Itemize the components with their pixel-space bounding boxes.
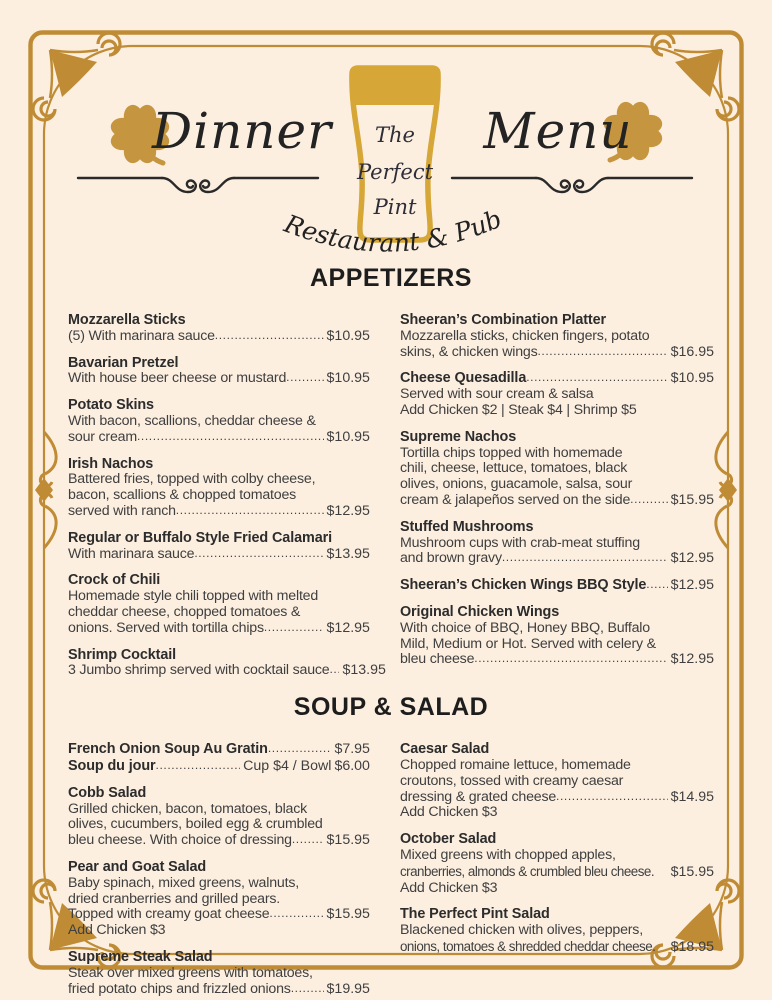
- menu-item-name-row: [400, 520, 714, 536]
- menu-item: [68, 356, 370, 388]
- menu-item-desc: chili, cheese, lettuce, tomatoes, black: [399, 460, 628, 477]
- menu-item-desc-row: [68, 621, 370, 637]
- menu-item: [68, 398, 370, 445]
- menu-item-desc-row: [68, 662, 386, 679]
- menu-item-price: $15.95: [326, 832, 370, 849]
- menu-item: [68, 457, 370, 520]
- menu-item-name-row: [400, 313, 714, 329]
- menu-item-price: $6.00: [334, 757, 370, 774]
- menu-item-name: Sheeran’s Combination Platter: [399, 312, 607, 328]
- menu-item-desc-row: [400, 758, 714, 774]
- menu-item-name-row: [400, 832, 714, 848]
- dotted-leader: [329, 662, 339, 678]
- dotted-leader: [156, 758, 241, 774]
- menu-item-name: The Perfect Pint Salad: [399, 906, 550, 923]
- menu-item-desc-row: [400, 403, 714, 419]
- menu-item-desc: skins, & chicken wings: [399, 343, 538, 360]
- menu-item-desc: Tortilla chips topped with homemade: [399, 444, 623, 461]
- menu-item-name-row: [68, 950, 370, 966]
- menu-item-desc: Grilled chicken, bacon, tomatoes, black: [68, 800, 308, 817]
- menu-item-desc: Mixed greens with chopped apples,: [399, 846, 616, 863]
- menu-item-price: $15.95: [326, 906, 370, 923]
- menu-item: [400, 313, 714, 360]
- menu-item-name: Bavarian Pretzel: [68, 354, 179, 371]
- scroll-divider-icon: [78, 178, 318, 192]
- menu-item-name: Shrimp Cocktail: [68, 646, 177, 663]
- menu-item-desc-row: [400, 536, 714, 552]
- menu-item: [400, 430, 714, 509]
- menu-item-name: Cheese Quesadilla: [399, 370, 527, 387]
- dotted-leader: [474, 651, 667, 667]
- menu-item-name: Stuffed Mushrooms: [399, 518, 534, 535]
- menu-item-desc-row: [400, 551, 714, 567]
- menu-item-desc: 3 Jumbo shrimp served with cocktail sauce: [68, 662, 330, 679]
- dotted-leader: [137, 429, 324, 445]
- menu-item-desc-row: [400, 805, 714, 821]
- menu-item-price: $10.95: [326, 370, 370, 387]
- menu-item-name: October Salad: [399, 831, 497, 848]
- menu-item-desc-row: [400, 939, 714, 956]
- menu-item-desc-row: [400, 387, 714, 403]
- scroll-divider-icon: [452, 178, 692, 192]
- menu-item-price: $12.95: [670, 651, 714, 668]
- menu-item-desc: croutons, tossed with creamy caesar: [399, 772, 624, 789]
- menu-item-desc: cranberries, almonds & crumbled bleu cheese.: [399, 863, 655, 879]
- dotted-leader: [264, 620, 324, 636]
- menu-item: [68, 860, 370, 939]
- menu-item-name: Mozzarella Sticks: [68, 312, 186, 328]
- dotted-leader: [176, 503, 324, 519]
- menu-item-desc: bleu cheese: [399, 651, 475, 668]
- menu-item-desc-row: [68, 802, 370, 818]
- menu-item-desc: Topped with creamy goat cheese: [68, 906, 270, 923]
- menu-item-desc: Add Chicken $3: [399, 879, 498, 896]
- menu-item-desc-row: [68, 982, 370, 998]
- menu-item-name-row: [68, 860, 370, 876]
- menu-item-price: $18.95: [670, 938, 714, 955]
- section-heading: APPETIZERS: [310, 264, 472, 292]
- menu-item-desc: dried cranberries and grilled pears.: [68, 890, 281, 907]
- menu-item-desc-row: [68, 547, 370, 563]
- edge-ornament-right: [716, 432, 737, 548]
- menu-item-name-row: [400, 605, 714, 621]
- section-soup-salad: [68, 693, 714, 997]
- menu-item: [400, 520, 714, 567]
- menu-item-name: Sheeran’s Chicken Wings BBQ Style: [399, 577, 647, 594]
- menu-item-name-row: [68, 786, 370, 802]
- menu-item: [400, 832, 714, 896]
- menu-item-desc: Steak over mixed greens with tomatoes,: [68, 964, 313, 981]
- menu-item-name: Supreme Nachos: [399, 428, 517, 445]
- menu-item-name-row: [400, 371, 714, 387]
- menu-item: [68, 950, 370, 997]
- menu-item-name: Regular or Buffalo Style Fried Calamari: [68, 529, 332, 546]
- menu-item-price: $12.95: [326, 502, 370, 519]
- menu-item-desc: bleu cheese. With choice of dressing: [68, 832, 292, 849]
- menu-item-desc-row: [68, 966, 370, 982]
- section-appetizers: [68, 264, 714, 679]
- menu-item-name: Pear and Goat Salad: [68, 858, 207, 875]
- menu-item-desc-row: [400, 446, 714, 462]
- menu-item-desc-row: [400, 461, 714, 477]
- corner-ornament-top-right: [652, 33, 739, 120]
- menu-item: [68, 759, 370, 775]
- dotted-leader: [537, 344, 667, 360]
- menu-item-desc: With marinara sauce: [68, 545, 195, 562]
- menu-item-desc: With house beer cheese or mustard: [68, 370, 287, 387]
- menu-item: [400, 907, 714, 955]
- menu-column: [400, 302, 714, 679]
- logo-line3: Pint: [373, 195, 417, 219]
- menu-item-desc: Mozzarella sticks, chicken fingers, potato: [399, 327, 650, 344]
- menu-item-price: $12.95: [326, 619, 370, 636]
- menu-item-desc: Mushroom cups with crab-meat stuffing: [399, 534, 640, 551]
- menu-item-name: Original Chicken Wings: [399, 603, 560, 620]
- menu-item-price: $14.95: [670, 788, 714, 805]
- dotted-leader: [630, 492, 667, 508]
- dotted-leader: [502, 550, 668, 566]
- menu-item-desc-row: [68, 371, 370, 387]
- menu-item-desc: (5) With marinara sauce: [68, 327, 215, 344]
- menu-item: [400, 578, 714, 594]
- dotted-leader: [292, 832, 324, 848]
- menu-item-desc-row: [68, 876, 370, 892]
- menu-item: [400, 742, 714, 821]
- menu-item-desc-row: [400, 345, 714, 361]
- menu-item: [68, 742, 370, 758]
- menu-item-price: $12.95: [670, 550, 714, 567]
- menu-item-price: $19.95: [326, 980, 370, 997]
- menu-item-desc-row: [400, 881, 714, 897]
- menu-item: [400, 371, 714, 418]
- menu-item-name-row: [68, 573, 370, 589]
- menu-item-name-row: [68, 457, 370, 473]
- menu-item-desc: Chopped romaine lettuce, homemade: [399, 756, 631, 773]
- dotted-leader: [556, 789, 668, 805]
- menu-item-name-row: [400, 742, 714, 758]
- menu-item-name: Crock of Chili: [68, 572, 161, 589]
- menu-item-desc: Baby spinach, mixed greens, walnuts,: [68, 874, 299, 891]
- menu-item-desc-row: [400, 923, 714, 939]
- menu-item-name-row: [68, 398, 370, 414]
- menu-item-price: $10.95: [326, 428, 370, 445]
- menu-item-name-row: [68, 742, 370, 758]
- menu-item-desc: Served with sour cream & salsa: [399, 386, 594, 403]
- menu-item-name-row: [400, 907, 714, 923]
- menu-item-desc-row: [400, 864, 714, 881]
- menu-item-price: $12.95: [670, 577, 714, 594]
- dotted-leader: [269, 906, 323, 922]
- menu-item-desc: cheddar cheese, chopped tomatoes &: [68, 603, 301, 620]
- menu-item-desc: olives, cucumbers, boiled egg & crumbled: [68, 816, 323, 833]
- menu-item-name: French Onion Soup Au Gratin: [68, 741, 268, 758]
- menu-item-desc-row: [68, 488, 370, 504]
- menu-item-desc: onions. Served with tortilla chips: [68, 619, 264, 636]
- menu-item-desc-row: [68, 414, 370, 430]
- menu-item-desc-row: [400, 477, 714, 493]
- menu-item-name-row: [68, 356, 370, 372]
- appetizers-grid: [68, 302, 714, 679]
- menu-item-name-row: [68, 648, 370, 664]
- menu-item-desc: Add Chicken $2 | Steak $4 | Shrimp $5: [399, 401, 637, 418]
- menu-item-desc: onions, tomatoes & shredded cheddar cheese.: [399, 938, 656, 954]
- dotted-leader: [526, 370, 667, 386]
- dotted-leader: [268, 741, 332, 757]
- menu-item-desc-row: [68, 892, 370, 908]
- menu-item-desc: served with ranch: [68, 502, 176, 519]
- menu-item-desc: Add Chicken $3: [68, 922, 166, 939]
- dotted-leader: [646, 577, 667, 593]
- menu-item-desc: Mild, Medium or Hot. Served with celery &: [399, 635, 656, 652]
- menu-item-name: Cobb Salad: [68, 784, 147, 801]
- menu-body: [68, 250, 714, 997]
- menu-item-price: $13.95: [326, 545, 370, 562]
- menu-item-desc: Blackened chicken with olives, peppers,: [399, 922, 643, 939]
- menu-item: [68, 313, 370, 345]
- edge-ornament-left: [35, 432, 56, 548]
- menu-item-desc-row: [68, 605, 370, 621]
- menu-item-desc-row: [400, 329, 714, 345]
- menu-item-desc-row: [68, 907, 370, 923]
- menu-item-desc: With choice of BBQ, Honey BBQ, Buffalo: [399, 619, 650, 636]
- menu-item-desc-row: [400, 621, 714, 637]
- menu-column: [68, 302, 386, 679]
- menu-item-name-row: [68, 313, 370, 329]
- menu-item-name-row: [68, 531, 370, 547]
- menu-item-price: $16.95: [670, 343, 714, 360]
- menu-column: [400, 731, 714, 997]
- menu-item: [68, 531, 370, 563]
- menu-item-desc-row: [400, 493, 714, 509]
- menu-title-right: Menu: [483, 102, 633, 160]
- menu-item-desc-row: [68, 472, 370, 488]
- menu-item: [68, 646, 386, 680]
- dotted-leader: [286, 370, 323, 386]
- menu-item-desc-row: [400, 774, 714, 790]
- menu-item-desc: cream & jalapeños served on the side: [399, 491, 631, 508]
- menu-column: [68, 731, 370, 997]
- pint-glass-logo: [268, 68, 518, 258]
- menu-item-desc: olives, onions, guacamole, salsa, sour: [399, 476, 633, 493]
- menu-item-desc-row: [68, 817, 370, 833]
- menu-item-desc: bacon, scallions & chopped tomatoes: [68, 487, 297, 504]
- menu-item-desc: Add Chicken $3: [399, 804, 498, 821]
- section-heading: SOUP & SALAD: [293, 693, 489, 722]
- menu-title-left: Dinner: [152, 102, 332, 160]
- menu-item-price: $13.95: [342, 662, 386, 679]
- menu-item-name: Caesar Salad: [399, 741, 490, 758]
- logo-subtitle: Restaurant & Pub: [280, 203, 506, 258]
- menu-item: [400, 605, 714, 668]
- menu-item: [68, 786, 370, 849]
- menu-item-price: $7.95: [334, 741, 370, 758]
- menu-item-price: $10.95: [326, 327, 370, 344]
- menu-item-desc: and brown gravy: [399, 550, 502, 567]
- menu-item-desc-row: [400, 790, 714, 806]
- menu-item-price: $15.95: [670, 863, 714, 880]
- menu-item-price: $10.95: [670, 370, 714, 387]
- menu-item-name-row: [68, 759, 370, 775]
- menu-item-name: Potato Skins: [68, 397, 154, 414]
- menu-item-name-row: [400, 430, 714, 446]
- menu-item-desc-row: [68, 430, 370, 446]
- dotted-leader: [194, 546, 323, 562]
- menu-item-desc-row: [68, 833, 370, 849]
- soup-salad-grid: [68, 731, 714, 997]
- menu-item-desc: sour cream: [68, 428, 137, 445]
- price-qualifier: Cup $4 / Bowl: [243, 757, 332, 774]
- menu-item-name: Soup du jour: [68, 757, 156, 774]
- menu-item-desc-row: [68, 504, 370, 520]
- logo-line1: The: [375, 123, 415, 147]
- dotted-leader: [215, 328, 324, 344]
- logo-line2: Perfect: [356, 160, 434, 184]
- dotted-leader: [291, 981, 324, 997]
- menu-item-desc: Homemade style chili topped with melted: [68, 588, 319, 605]
- menu-item-desc-row: [400, 848, 714, 864]
- menu-item-name: Supreme Steak Salad: [68, 948, 213, 965]
- menu-item-desc: With bacon, scallions, cheddar cheese &: [68, 412, 316, 429]
- menu-item: [68, 573, 370, 636]
- menu-item-desc-row: [400, 637, 714, 653]
- corner-ornament-top-left: [33, 33, 120, 120]
- menu-item-name-row: [400, 578, 714, 594]
- menu-item-desc: fried potato chips and frizzled onions: [68, 980, 291, 997]
- menu-item-desc-row: [68, 923, 370, 939]
- menu-item-desc-row: [68, 329, 370, 345]
- menu-item-desc-row: [400, 652, 714, 668]
- menu-item-name: Irish Nachos: [68, 455, 154, 472]
- menu-item-price: $15.95: [670, 491, 714, 508]
- menu-item-desc: dressing & grated cheese: [399, 788, 557, 805]
- menu-item-desc-row: [68, 589, 370, 605]
- menu-item-desc: Battered fries, topped with colby cheese,: [68, 471, 316, 488]
